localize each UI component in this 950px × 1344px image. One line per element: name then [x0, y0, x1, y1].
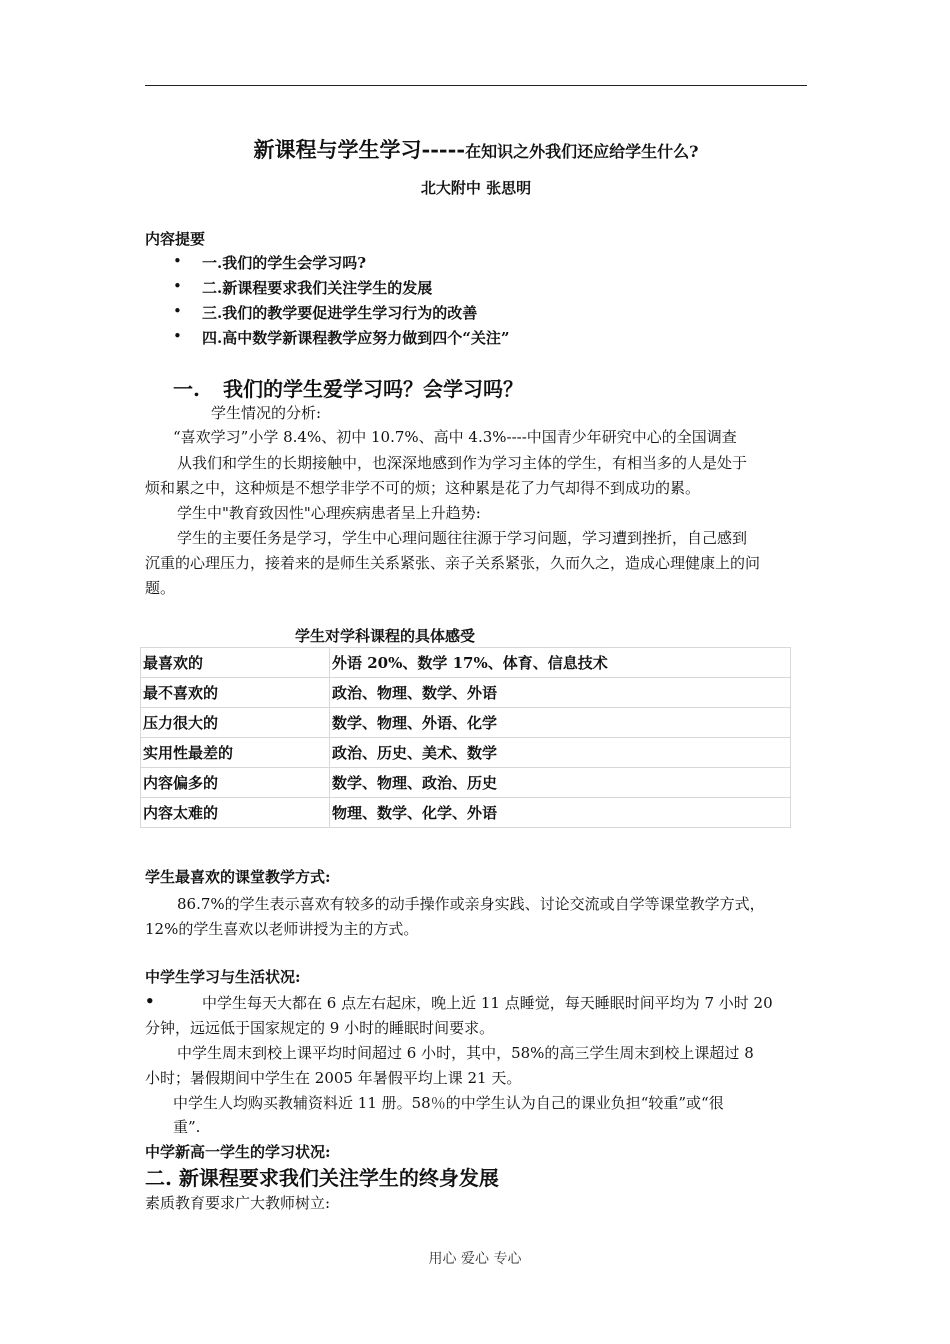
document-title	[145, 134, 807, 164]
paragraph-line: 沉重的心理压力，接着来的是师生关系紧张、亲子关系紧张，久而久之，造成心理健康上的问	[145, 554, 761, 572]
summary-bullet: •	[173, 277, 182, 295]
title-sub: 在知识之外我们还应给学生什么?	[465, 142, 699, 161]
paragraph-line: 中学生每天大都在 6 点左右起床，晚上近 11 点睡觉，每天睡眠时间平均为 7 小时 20	[202, 994, 773, 1012]
summary-heading: 内容提要	[145, 230, 206, 248]
table-row	[141, 798, 791, 828]
teaching-heading: 学生最喜欢的课堂教学方式:	[145, 868, 331, 886]
paragraph-line: 86.7%的学生表示喜欢有较多的动手操作或亲身实践、讨论交流或自学等课堂教学方式，	[177, 895, 765, 913]
summary-item: 四.高中数学新课程教学应努力做到四个“关注”	[202, 329, 510, 347]
paragraph-line: 从我们和学生的长期接触中，也深深地感到作为学习主体的学生，有相当多的人是处于	[177, 454, 748, 472]
life-bullet: •	[145, 992, 155, 1010]
paragraph-line: 小时；暑假期间中学生在 2005 年暑假平均上课 21 天。	[145, 1069, 522, 1087]
paragraph-line: 题。	[145, 579, 176, 597]
table-row	[141, 708, 791, 738]
paragraph-line: 学生中"教育致因性"心理疾病患者呈上升趋势:	[177, 504, 481, 522]
table-cell-value: 外语 20%、数学 17%、体育、信息技术	[330, 648, 791, 678]
table-cell-label: 压力很大的	[141, 708, 330, 738]
freshman-heading: 中学新高一学生的学习状况:	[145, 1143, 331, 1161]
table-cell-label: 内容太难的	[141, 798, 330, 828]
table-cell-value: 数学、物理、外语、化学	[330, 708, 791, 738]
summary-bullet: •	[173, 302, 182, 320]
section1-heading: 我们的学生爱学习吗？会学习吗？	[223, 377, 523, 401]
paragraph-line: 分钟，远远低于国家规定的 9 小时的睡眠时间要求。	[145, 1019, 495, 1037]
paragraph-line: 中学生周末到校上课平均时间超过 6 小时，其中，58%的高三学生周末到校上课超过 8	[177, 1044, 754, 1062]
paragraph-line: 中学生人均购买教辅资料近 11 册。58％的中学生认为自己的课业负担“较重”或“很	[173, 1094, 724, 1112]
section2-heading: 二. 新课程要求我们关注学生的终身发展	[145, 1166, 499, 1190]
table-cell-label: 内容偏多的	[141, 768, 330, 798]
table-row	[141, 678, 791, 708]
title-main: 新课程与学生学习-----	[253, 137, 466, 162]
summary-item: 二.新课程要求我们关注学生的发展	[202, 279, 433, 297]
table-cell-value: 政治、历史、美术、数学	[330, 738, 791, 768]
table-cell-label: 实用性最差的	[141, 738, 330, 768]
table-row	[141, 738, 791, 768]
summary-bullet: •	[173, 252, 182, 270]
table-cell-label: 最不喜欢的	[141, 678, 330, 708]
summary-bullet: •	[173, 327, 182, 345]
subject-feelings-table	[140, 647, 791, 828]
paragraph-line: 重”.	[173, 1118, 201, 1136]
section1-number: 一.	[173, 377, 200, 401]
header-rule	[145, 85, 807, 86]
table-cell-label: 最喜欢的	[141, 648, 330, 678]
table-cell-value: 物理、数学、化学、外语	[330, 798, 791, 828]
author-line: 北大附中 张思明	[420, 179, 532, 197]
survey-line: “喜欢学习”小学 8.4%、初中 10.7%、高中 4.3%----中国青少年研究中心的全国调查	[173, 428, 737, 446]
analysis-label: 学生情况的分析:	[211, 404, 322, 422]
paragraph-line: 12%的学生喜欢以老师讲授为主的方式。	[145, 920, 419, 938]
table-row	[141, 768, 791, 798]
summary-item: 三.我们的教学要促进学生学习行为的改善	[202, 304, 478, 322]
table-row	[141, 648, 791, 678]
table-cell-value: 数学、物理、政治、历史	[330, 768, 791, 798]
page-footer: 用心 爱心 专心	[428, 1251, 522, 1267]
table-cell-value: 政治、物理、数学、外语	[330, 678, 791, 708]
paragraph-line: 学生的主要任务是学习，学生中心理问题往往源于学习问题，学习遭到挫折，自己感到	[177, 529, 748, 547]
summary-item: 一.我们的学生会学习吗?	[202, 254, 367, 272]
paragraph-line: 烦和累之中，这种烦是不想学非学不可的烦；这种累是花了力气却得不到成功的累。	[145, 479, 701, 497]
table-caption: 学生对学科课程的具体感受	[295, 627, 476, 645]
life-heading: 中学生学习与生活状况:	[145, 968, 301, 986]
paragraph-line: 素质教育要求广大教师树立:	[145, 1194, 331, 1212]
